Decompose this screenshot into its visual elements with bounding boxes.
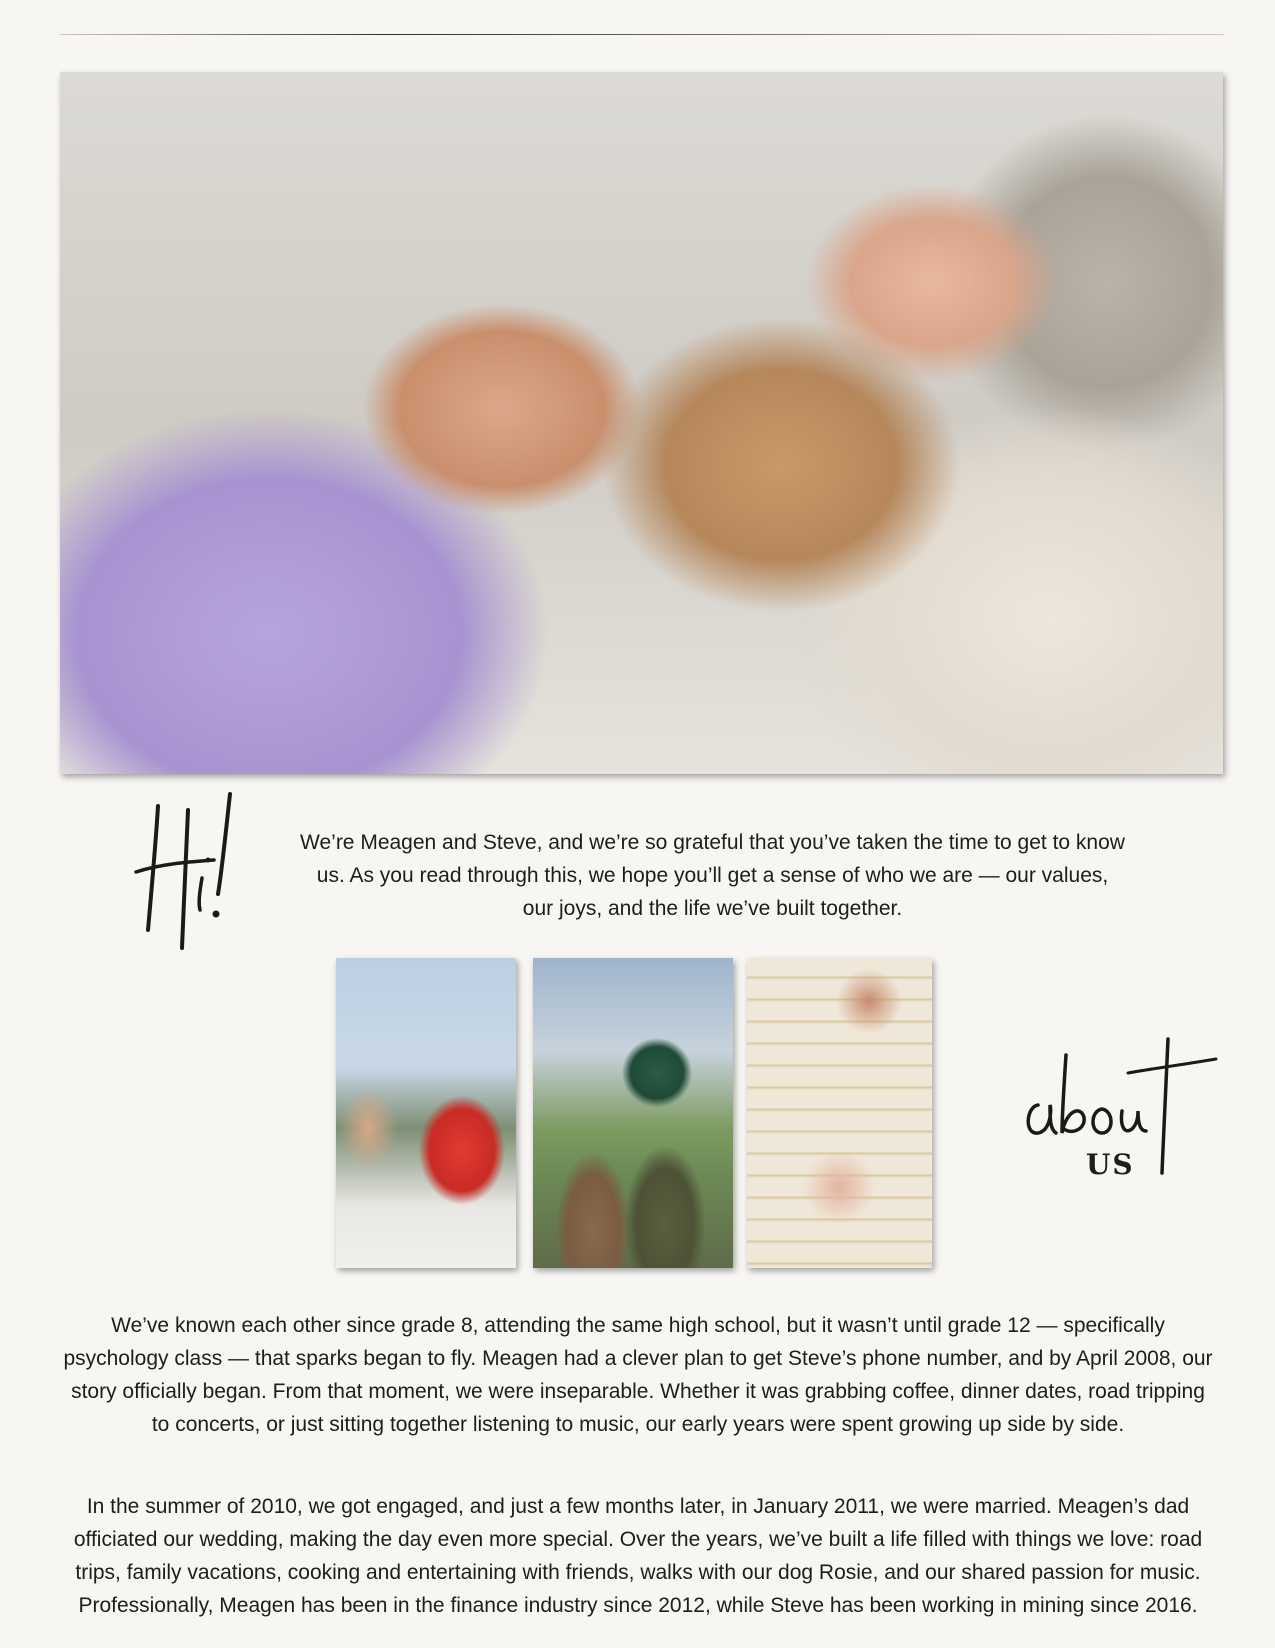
hi-script-graphic bbox=[130, 790, 250, 950]
story-paragraph-1: We’ve known each other since grade 8, attending the same high school, but it wasn’t until grade 12 — specifically psychology class — that sparks began to fly. Meagen had a clever plan to get Steve’s phone number, and by April 2008, our story officially began. From that moment, we were inseparable. Whether it was grabbing coffee, dinner dates, road tripping to concerts, or just sitting together listening to music, our early years were spent growing up side by side. bbox=[63, 1314, 1213, 1436]
about-us-label: US bbox=[1086, 1148, 1135, 1181]
story-paragraph-2: In the summer of 2010, we got engaged, and just a few months later, in January 2011, we were married. Meagen’s dad officiated our wedding, making the day even more special. Over the years, we’ve built a life filled with things we love: road trips, family vacations, cooking and entertaining with friends, walks with our dog Rosie, and our shared passion for music. Professionally, Meagen has been in the finance industry since 2012, while Steve has been working in mining since 2016. bbox=[73, 1495, 1203, 1617]
hero-photo bbox=[60, 72, 1223, 774]
photo-lounger bbox=[747, 958, 932, 1268]
photo-resort bbox=[336, 958, 516, 1268]
photo-park bbox=[533, 958, 733, 1268]
intro-text: We’re Meagen and Steve, and we’re so grateful that you’ve taken the time to get to know us. As you read through this, we hope you’ll get a sense of who we are — our values, our joys, and the life we’ve built together. bbox=[300, 831, 1125, 920]
top-divider bbox=[60, 34, 1224, 35]
hi-script-heading bbox=[130, 790, 250, 950]
